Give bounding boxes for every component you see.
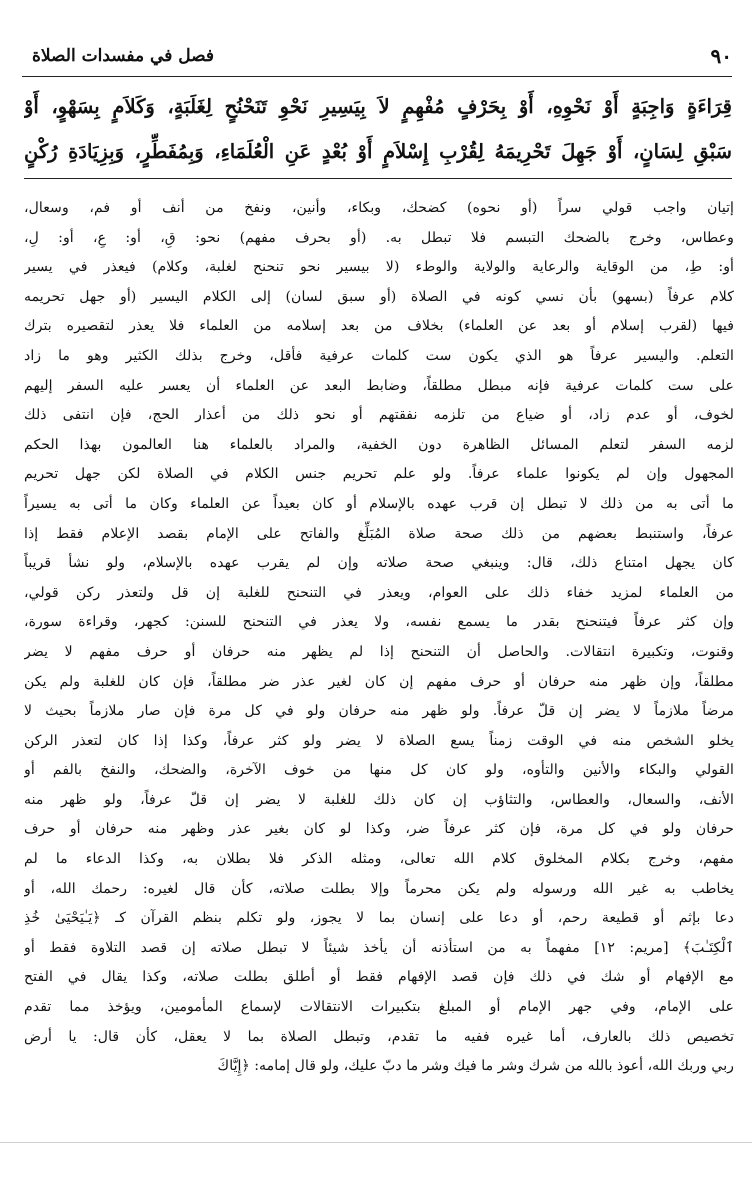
commentary (24, 194, 734, 1082)
section-divider (24, 178, 732, 179)
commentary-line: فيها (لقرب إسلام أو بعد عن العلماء) بخلاف من بعد إسلامه من العلماء فلا يعذر لتقصيره بترك (24, 318, 734, 335)
commentary-line: مع الإفهام أو شك في ذلك فإن قصد الإفهام فقط أو أطلق بطلت صلاته، وكذا يقال في الفتح (24, 969, 734, 986)
page-number: ٩٠ (710, 44, 732, 68)
main-text-line: قِرَاءَةٍ وَاجِبَةٍ أَوْ نَحْوِهِ، أَوْ بِحَرْفٍ مُفْهِمٍ لاَ بِيَسِيرِ نَحْوِ تَنَحْنُحٍ لِغَلَبَةٍ، وَكَلاَمٍ بِسَهْوٍ، أَوْ (24, 95, 732, 118)
commentary-line: لخوف، أو عدم زاد، أو ضياع من تلزمه نفقتهم أو نحو ذلك من أعذار الحج، فإن انتفى ذلك (24, 407, 734, 424)
footer-divider (0, 1142, 752, 1143)
main-text-line: سَبْقِ لِسَانٍ، أَوْ جَهِلَ تَحْرِيمَهُ لِقُرْبِ إِسْلاَمٍ أَوْ بُعْدٍ عَنِ الْعُلَمَاءِ، وَبِمُفَطِّرٍ، وَبِزِيَادَةِ رُكْنٍ (24, 140, 732, 163)
commentary-line: حرفان ولو في كل مرة، فإن كثر عرفاً ضر، وكذا لو كان بغير عذر وظهر منه حرفان أو حرف (24, 821, 734, 838)
commentary-line: المجهول وإن لم يكونوا علماء عرفاً. ولو علم تحريم جنس الكلام في الصلاة لكن جهل تحريم (24, 466, 734, 483)
commentary-line: مرضاً ملازماً لا يضر إن قلّ عرفاً. ولو ظهر منه حرفان ولو في كل مرة فإن صار ملازماً بحيث لا (24, 703, 734, 720)
commentary-line: الأنف، والسعال، والعطاس، والتثاؤب إن كان ذلك للغلبة لا يضر إن قلّ عرفاً، ولو ظهر منه (24, 791, 734, 808)
commentary-line: كان يجهل امتناع ذلك، قال: وينبغي صحة صلاته وإن لم يقرب عهده بالإسلام، ولو نشأ قريباً (24, 555, 734, 572)
commentary-line: وقنوت، وتكبيرة انتقالات. والحاصل أن التنحنح إذا لم يظهر منه حرفان أو حرف مفهم لا يضر (24, 643, 734, 660)
commentary-line: أو: طِ، من الوقاية والرعاية والولاية والوطء (لا بيسير نحو تنحنح لغلبة، وكلام) فيعذر في يسير (24, 259, 734, 276)
commentary-line: كلام عرفاً (بسهو) بأن نسي كونه في الصلاة (أو سبق لسان) إلى الكلام اليسير (أو جهل تحريمه (24, 288, 734, 305)
commentary-line: وإن كثر عرفاً فيتنحنح بقدر ما يسمع نفسه، ولا يعذر في التنحنح للسنن: كجهر، وقراءة سورة، (24, 614, 734, 631)
commentary-line: عرفاً، واستنبط بعضهم من ذلك صحة صلاة المُبَلِّغ والفاتح على الإمام بقصد الإعلام فقط إذا (24, 525, 734, 542)
header-divider (22, 76, 732, 77)
commentary-line: وعطاس، وخرج بالضحك التبسم فلا تبطل به. (أو بحرف مفهم) نحو: قِ، أو: عِ، أو: لِ، (24, 229, 734, 246)
commentary-line: على الإمام، وفي جهر الإمام أو المبلغ بتكبيرات الانتقالات لإسماع المأمومين، ويؤخذ مما تقدم (24, 999, 734, 1016)
commentary-line: ما أتى به من ذلك لا تبطل إن قرب عهده بالإسلام أو كان بعيداً عن العلماء وكان ما أتى به يسيراً (24, 495, 734, 512)
main-text (24, 84, 732, 174)
commentary-line: إتيان واجب قولي سراً (أو نحوه) كضحك، وبكاء، وأنين، ونفخ من أنف أو فم، وسعال، (24, 200, 734, 216)
commentary-line: تخصيص ذلك بالعارف، أما غيره ففيه ما تقدم، وتبطل الصلاة بما لا يعقل، كأن قال: يا أرض (24, 1028, 734, 1045)
commentary-line: لزمه السفر لتعلم المسائل الظاهرة دون الخفية، والمراد بالعلماء هنا العالمون بهذا الحكم (24, 436, 734, 453)
page-header (22, 44, 732, 74)
commentary-line: من العلماء لمزيد خفاء ذلك على العوام، ويعذر في التنحنح للغلبة إن قل ولتعذر ركن قولي، (24, 584, 734, 601)
commentary-line: التعلم. واليسير عرفاً هو الذي يكون ست كلمات عرفية فأقل، وخرج بذلك الكثير وهو ما زاد (24, 347, 734, 364)
commentary-line: مطلقاً، وإن ظهر منه حرفان أو حرف مفهم إن كان لغير عذر ضر مطلقاً، فإن كان للغلبة ولم يكن (24, 673, 734, 690)
commentary-line: دعا بإثم أو قطيعة رحم، أو دعا على إنسان بما لا يجوز، ولو تكلم بنظم القرآن كـ ﴿يَـٰيَحْيَىٰ خُذِ (24, 910, 734, 927)
commentary-line: القولي والبكاء والأنين والتأوه، ولو كان كل منها من خوف الآخرة، والضحك، والنفخ بالفم أو (24, 762, 734, 779)
commentary-line: يخلو الشخص منه في الوقت زمناً يسع الصلاة لا يضر ولو كثر عرفاً، وكذا إذا كان لتعذر الركن (24, 732, 734, 749)
commentary-line: يخاطب به غير الله ورسوله ولم يكن محرماً وإلا بطلت صلاته، كأن قال لغيره: رحمك الله، أو (24, 880, 734, 897)
commentary-line: مفهم، وخرج بكلام المخلوق كلام الله تعالى، ومثله الذكر فلا بطلان به، وكذا الدعاء ما لم (24, 851, 734, 868)
commentary-line: ٱلْكِتَـٰبَ﴾ [مريم: ١٢] مفهماً به من استأذنه أن يأخذ شيئاً لا تبطل صلاته إن قصد التلاوة فقط أو (24, 939, 734, 956)
commentary-line: على ست كلمات عرفية فإنه مبطل مطلقاً، وضابط البعد عن العلماء أن يعسر عليه السفر إليهم (24, 377, 734, 394)
commentary-line: ربي وربك الله، أعوذ بالله من شرك وشر ما فيك وشر ما دبّ عليك، ولو قال إمامه: ﴿إِيَّاكَ (217, 1058, 734, 1075)
chapter-title: فصل في مفسدات الصلاة (32, 46, 215, 66)
